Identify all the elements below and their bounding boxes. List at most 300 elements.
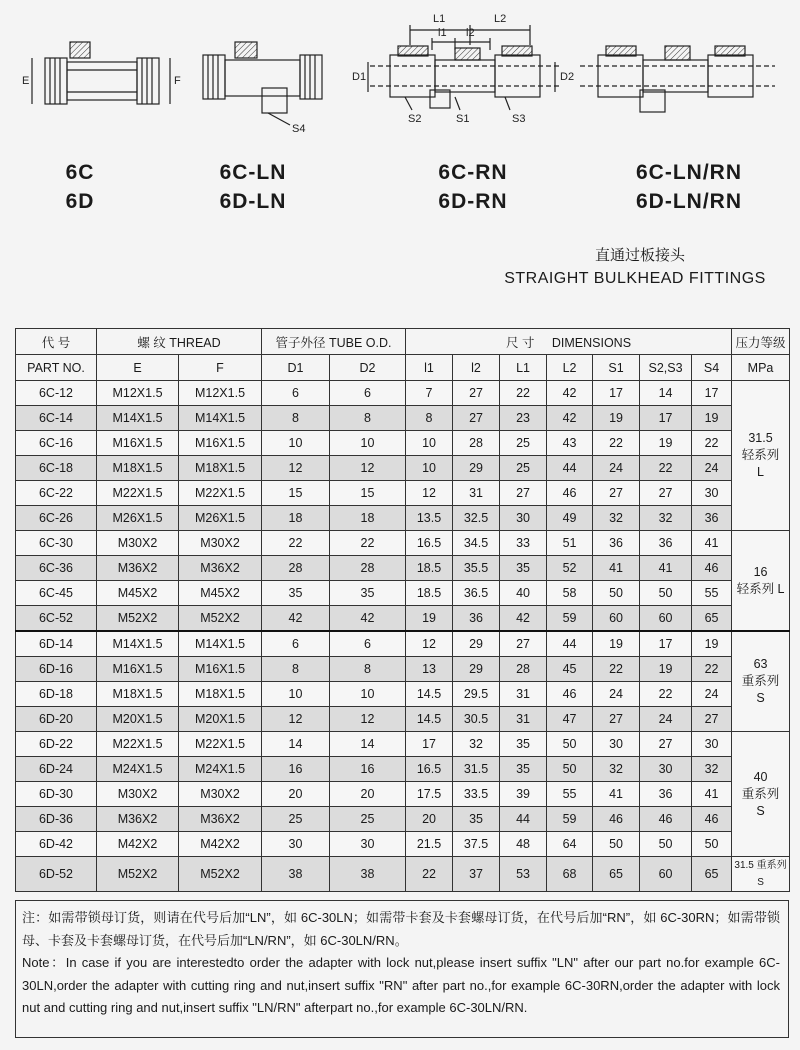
header-thread: 螺 纹 THREAD <box>97 329 262 355</box>
table-cell: 24 <box>593 682 640 707</box>
table-cell: 22 <box>406 857 453 892</box>
part-number-cell: 6D-30 <box>16 782 97 807</box>
part-number-cell: 6C-14 <box>16 406 97 431</box>
table-cell: 19 <box>692 406 732 431</box>
drawing-6c <box>32 42 170 104</box>
table-cell: 12 <box>330 456 406 481</box>
header-tube: 管子外径 TUBE O.D. <box>262 329 406 355</box>
pressure-value: 31.5 重系列 S <box>734 860 787 888</box>
table-row <box>16 456 790 481</box>
label-D1: D1 <box>352 71 367 83</box>
table-cell: 44 <box>500 807 547 832</box>
part-number-cell: 6D-20 <box>16 707 97 732</box>
table-cell: M16X1.5 <box>179 657 262 682</box>
model-name: 6D <box>65 190 95 213</box>
table-cell: 46 <box>593 807 640 832</box>
model-name: 6D-LN/RN <box>636 190 742 213</box>
table-cell: 65 <box>692 606 732 632</box>
label-l2: l2 <box>466 27 475 39</box>
pressure-value: 63 <box>753 657 768 671</box>
table-cell: 32 <box>640 506 692 531</box>
table-cell: 25 <box>262 807 330 832</box>
table-cell: M14X1.5 <box>179 406 262 431</box>
table-cell: 35 <box>330 581 406 606</box>
table-cell: 14 <box>640 381 692 406</box>
table-cell: 15 <box>262 481 330 506</box>
table-cell: 20 <box>406 807 453 832</box>
model-6c <box>5 158 155 216</box>
table-cell: M22X1.5 <box>97 481 179 506</box>
table-row <box>16 381 790 406</box>
table-cell: 25 <box>500 456 547 481</box>
table-row <box>16 406 790 431</box>
col-header: F <box>179 355 262 381</box>
table-cell: 27 <box>453 381 500 406</box>
table-cell: 43 <box>547 431 593 456</box>
table-cell: 32 <box>593 506 640 531</box>
table-cell: 36 <box>640 531 692 556</box>
title-chinese: 直通过板接头 <box>594 247 685 264</box>
table-cell: M30X2 <box>179 531 262 556</box>
part-number-cell: 6D-36 <box>16 807 97 832</box>
table-cell: 32.5 <box>453 506 500 531</box>
table-cell: 12 <box>262 456 330 481</box>
pressure-series: 轻系列 <box>741 448 780 462</box>
table-cell: M36X2 <box>97 807 179 832</box>
model-name: 6C <box>65 161 95 184</box>
table-cell: 30 <box>500 506 547 531</box>
col-header: L2 <box>547 355 593 381</box>
table-cell: M52X2 <box>179 857 262 892</box>
table-cell: 17 <box>640 631 692 657</box>
table-cell: 16.5 <box>406 757 453 782</box>
table-cell: 23 <box>500 406 547 431</box>
table-cell: 30 <box>262 832 330 857</box>
table-cell: 8 <box>330 657 406 682</box>
table-cell: 13.5 <box>406 506 453 531</box>
table-cell: 27 <box>453 406 500 431</box>
table-cell: 29 <box>453 456 500 481</box>
table-cell: M24X1.5 <box>179 757 262 782</box>
label-F: F <box>174 75 181 87</box>
header-code: 代 号 <box>16 329 97 355</box>
table-cell: 35 <box>262 581 330 606</box>
table-cell: 8 <box>262 657 330 682</box>
table-cell: 13 <box>406 657 453 682</box>
label-L1: L1 <box>433 13 446 25</box>
table-cell: M20X1.5 <box>97 707 179 732</box>
table-cell: M22X1.5 <box>179 481 262 506</box>
table-cell: 29.5 <box>453 682 500 707</box>
table-cell: 31 <box>500 707 547 732</box>
table-cell: 36 <box>453 606 500 632</box>
table-cell: M14X1.5 <box>97 631 179 657</box>
table-cell: 44 <box>547 456 593 481</box>
pressure-value: 40 <box>753 769 768 784</box>
table-cell: 65 <box>593 857 640 892</box>
table-cell: 8 <box>406 406 453 431</box>
label-S3: S3 <box>512 113 526 125</box>
table-cell: 28 <box>500 657 547 682</box>
table-cell: 22 <box>500 381 547 406</box>
table-cell: 36 <box>692 506 732 531</box>
table-cell: 58 <box>547 581 593 606</box>
table-cell: 31.5 <box>453 757 500 782</box>
table-cell: 25 <box>330 807 406 832</box>
table-cell: 36.5 <box>453 581 500 606</box>
table-cell: 52 <box>547 556 593 581</box>
table-cell: M14X1.5 <box>97 406 179 431</box>
table-cell: 22 <box>262 531 330 556</box>
table-cell: 17.5 <box>406 782 453 807</box>
table-cell: 14 <box>330 732 406 757</box>
table-cell: 17 <box>406 732 453 757</box>
table-cell: 46 <box>692 807 732 832</box>
table-cell: 30 <box>330 832 406 857</box>
table-cell: 65 <box>692 857 732 892</box>
label-l1: l1 <box>438 27 447 39</box>
table-cell: 42 <box>547 406 593 431</box>
table-cell: 10 <box>262 431 330 456</box>
pressure-value: 16 <box>753 564 768 579</box>
table-cell: 15 <box>330 481 406 506</box>
label-L2: L2 <box>494 13 507 25</box>
pressure-cell <box>732 531 790 632</box>
table-cell: M20X1.5 <box>179 707 262 732</box>
table-cell: M18X1.5 <box>179 682 262 707</box>
table-cell: 31 <box>500 682 547 707</box>
table-cell: 50 <box>593 581 640 606</box>
table-cell: 33 <box>500 531 547 556</box>
table-cell: 8 <box>262 406 330 431</box>
table-cell: 42 <box>262 606 330 632</box>
drawing-6c-ln-rn <box>580 46 775 112</box>
table-cell: M16X1.5 <box>97 431 179 456</box>
table-cell: 32 <box>692 757 732 782</box>
table-cell: 19 <box>593 406 640 431</box>
part-number-cell: 6D-52 <box>16 857 97 892</box>
table-cell: 46 <box>640 807 692 832</box>
table-row <box>16 606 790 632</box>
table-cell: 16 <box>330 757 406 782</box>
table-cell: 28 <box>330 556 406 581</box>
table-cell: M52X2 <box>97 606 179 632</box>
table-cell: 46 <box>547 481 593 506</box>
table-cell: 50 <box>547 732 593 757</box>
table-cell: 19 <box>692 631 732 657</box>
table-cell: 41 <box>593 782 640 807</box>
table-cell: M12X1.5 <box>97 381 179 406</box>
table-cell: 47 <box>547 707 593 732</box>
table-cell: 27 <box>593 707 640 732</box>
col-header: L1 <box>500 355 547 381</box>
table-cell: 50 <box>640 581 692 606</box>
table-cell: 14.5 <box>406 682 453 707</box>
table-cell: M16X1.5 <box>97 657 179 682</box>
header-pressure: 压力等级 <box>732 329 790 355</box>
spec-table-body <box>16 381 790 892</box>
table-cell: 6 <box>262 381 330 406</box>
table-cell: 24 <box>692 456 732 481</box>
table-cell: 10 <box>406 456 453 481</box>
table-cell: 17 <box>593 381 640 406</box>
header-pressure-unit: MPa <box>732 355 790 381</box>
table-cell: 30.5 <box>453 707 500 732</box>
table-cell: 24 <box>593 456 640 481</box>
part-number-cell: 6C-12 <box>16 381 97 406</box>
header-part-no: PART NO. <box>16 355 97 381</box>
model-6c-rn <box>398 158 548 216</box>
model-6c-ln-rn <box>614 158 764 216</box>
part-number-cell: 6C-18 <box>16 456 97 481</box>
table-cell: 27 <box>500 481 547 506</box>
table-cell: 24 <box>692 682 732 707</box>
model-name: 6C-LN/RN <box>636 161 742 184</box>
pressure-value: 31.5 <box>748 431 773 445</box>
table-cell: 32 <box>593 757 640 782</box>
table-cell: 41 <box>640 556 692 581</box>
part-number-cell: 6D-16 <box>16 657 97 682</box>
model-6c-ln <box>178 158 328 216</box>
table-cell: 36 <box>593 531 640 556</box>
table-cell: 36 <box>640 782 692 807</box>
model-name: 6D-LN <box>219 190 287 213</box>
pressure-cls: S <box>756 691 765 705</box>
table-cell: 55 <box>692 581 732 606</box>
table-cell: 6 <box>262 631 330 657</box>
table-cell: 34.5 <box>453 531 500 556</box>
table-cell: 35 <box>500 732 547 757</box>
table-cell: 30 <box>692 732 732 757</box>
table-cell: 27 <box>692 707 732 732</box>
table-cell: M18X1.5 <box>97 456 179 481</box>
table-cell: 50 <box>593 832 640 857</box>
table-row <box>16 707 790 732</box>
pressure-cell <box>732 732 790 857</box>
part-number-cell: 6C-16 <box>16 431 97 456</box>
part-number-cell: 6D-14 <box>16 631 97 657</box>
table-cell: 41 <box>593 556 640 581</box>
table-cell: 17 <box>640 406 692 431</box>
table-cell: M12X1.5 <box>179 381 262 406</box>
pressure-cell <box>732 857 790 892</box>
part-number-cell: 6C-26 <box>16 506 97 531</box>
table-cell: 20 <box>330 782 406 807</box>
table-cell: M30X2 <box>97 782 179 807</box>
table-cell: 42 <box>500 606 547 632</box>
spec-table <box>15 328 790 892</box>
model-name: 6C-LN <box>219 161 287 184</box>
table-row <box>16 631 790 657</box>
table-cell: M45X2 <box>179 581 262 606</box>
table-cell: 18.5 <box>406 556 453 581</box>
table-cell: 38 <box>330 857 406 892</box>
table-cell: 10 <box>406 431 453 456</box>
table-cell: 59 <box>547 606 593 632</box>
table-cell: 7 <box>406 381 453 406</box>
table-cell: 50 <box>640 832 692 857</box>
table-cell: 25 <box>500 431 547 456</box>
table-cell: M52X2 <box>97 857 179 892</box>
table-cell: 48 <box>500 832 547 857</box>
label-D2: D2 <box>560 71 575 83</box>
table-cell: 41 <box>692 531 732 556</box>
table-cell: 16.5 <box>406 531 453 556</box>
pressure-series: 重系列 <box>741 786 780 801</box>
table-cell: 29 <box>453 657 500 682</box>
table-cell: 6 <box>330 381 406 406</box>
col-header: S4 <box>692 355 732 381</box>
col-header: D1 <box>262 355 330 381</box>
table-cell: 35.5 <box>453 556 500 581</box>
table-row <box>16 506 790 531</box>
label-S2: S2 <box>408 113 422 125</box>
table-cell: 19 <box>640 657 692 682</box>
table-cell: 22 <box>692 657 732 682</box>
table-cell: 55 <box>547 782 593 807</box>
table-cell: 30 <box>640 757 692 782</box>
table-cell: 50 <box>547 757 593 782</box>
part-number-cell: 6C-45 <box>16 581 97 606</box>
table-cell: M45X2 <box>97 581 179 606</box>
table-cell: 12 <box>330 707 406 732</box>
table-row <box>16 481 790 506</box>
table-cell: 60 <box>640 857 692 892</box>
table-cell: 29 <box>453 631 500 657</box>
table-cell: 35 <box>500 757 547 782</box>
table-row <box>16 857 790 892</box>
table-row <box>16 657 790 682</box>
table-cell: 42 <box>330 606 406 632</box>
table-cell: 22 <box>640 456 692 481</box>
pressure-cell <box>732 631 790 732</box>
part-number-cell: 6D-42 <box>16 832 97 857</box>
table-cell: 27 <box>593 481 640 506</box>
table-cell: 33.5 <box>453 782 500 807</box>
notes-box <box>15 900 789 1038</box>
table-cell: 60 <box>593 606 640 632</box>
table-cell: 51 <box>547 531 593 556</box>
part-number-cell: 6D-22 <box>16 732 97 757</box>
col-header: l2 <box>453 355 500 381</box>
table-cell: 22 <box>330 531 406 556</box>
table-cell: 39 <box>500 782 547 807</box>
table-cell: 38 <box>262 857 330 892</box>
table-cell: 10 <box>330 682 406 707</box>
table-cell: 18 <box>262 506 330 531</box>
table-row <box>16 531 790 556</box>
table-cell: M42X2 <box>179 832 262 857</box>
drawing-6c-ln <box>203 42 322 125</box>
col-header: E <box>97 355 179 381</box>
table-row <box>16 581 790 606</box>
col-header: S2,S3 <box>640 355 692 381</box>
table-cell: M42X2 <box>97 832 179 857</box>
table-cell: 6 <box>330 631 406 657</box>
table-cell: 12 <box>406 631 453 657</box>
table-cell: 32 <box>453 732 500 757</box>
table-cell: 18 <box>330 506 406 531</box>
table-cell: 18.5 <box>406 581 453 606</box>
table-cell: 30 <box>692 481 732 506</box>
table-cell: 30 <box>593 732 640 757</box>
table-cell: 19 <box>640 431 692 456</box>
table-cell: 19 <box>593 631 640 657</box>
table-row <box>16 732 790 757</box>
table-cell: 31 <box>453 481 500 506</box>
table-cell: 44 <box>547 631 593 657</box>
table-cell: M22X1.5 <box>179 732 262 757</box>
table-cell: M18X1.5 <box>179 456 262 481</box>
part-number-cell: 6C-22 <box>16 481 97 506</box>
table-cell: 46 <box>692 556 732 581</box>
pressure-cell <box>732 381 790 531</box>
table-cell: M26X1.5 <box>179 506 262 531</box>
table-cell: 53 <box>500 857 547 892</box>
table-row <box>16 682 790 707</box>
table-cell: 28 <box>262 556 330 581</box>
part-number-cell: 6C-30 <box>16 531 97 556</box>
table-cell: 50 <box>692 832 732 857</box>
label-S1: S1 <box>456 113 470 125</box>
part-number-cell: 6D-18 <box>16 682 97 707</box>
col-header: S1 <box>593 355 640 381</box>
header-dimensions: 尺 寸 DIMENSIONS <box>406 329 732 355</box>
table-cell: 60 <box>640 606 692 632</box>
table-cell: M24X1.5 <box>97 757 179 782</box>
table-cell: 14.5 <box>406 707 453 732</box>
drawing-6c-rn <box>368 25 560 110</box>
part-number-cell: 6C-36 <box>16 556 97 581</box>
table-row <box>16 556 790 581</box>
table-cell: M16X1.5 <box>179 431 262 456</box>
table-cell: 35 <box>453 807 500 832</box>
table-row <box>16 807 790 832</box>
pressure-cls: S <box>756 803 765 818</box>
table-cell: 49 <box>547 506 593 531</box>
col-header: D2 <box>330 355 406 381</box>
fitting-drawings <box>0 0 800 165</box>
table-cell: 27 <box>640 481 692 506</box>
table-cell: M18X1.5 <box>97 682 179 707</box>
table-cell: M36X2 <box>97 556 179 581</box>
table-cell: 10 <box>262 682 330 707</box>
table-cell: 12 <box>262 707 330 732</box>
title-english: STRAIGHT BULKHEAD FITTINGS <box>504 270 766 287</box>
table-cell: 20 <box>262 782 330 807</box>
table-cell: 14 <box>262 732 330 757</box>
table-cell: 27 <box>500 631 547 657</box>
table-cell: 64 <box>547 832 593 857</box>
label-E: E <box>22 75 30 87</box>
table-cell: 45 <box>547 657 593 682</box>
table-cell: 27 <box>640 732 692 757</box>
table-cell: 40 <box>500 581 547 606</box>
model-name: 6D-RN <box>438 190 508 213</box>
table-cell: M36X2 <box>179 556 262 581</box>
table-cell: 21.5 <box>406 832 453 857</box>
pressure-series: 重系列 <box>741 674 780 688</box>
table-cell: 8 <box>330 406 406 431</box>
note-english: Note：In case if you are interestedto order the adapter with lock nut,please insert suffix "LN" after our part no.for example 6C-30LN,order the adapter with cutting ring and nut,insert suffix "RN" after part no.,for example 6C-30RN,order the adapter with lock nut and cutting ring and nut,insert suffix "LN/RN" afterpart no.,for example 6C-30LN/RN. <box>22 955 780 1015</box>
table-cell: M52X2 <box>179 606 262 632</box>
table-cell: M14X1.5 <box>179 631 262 657</box>
table-cell: 10 <box>330 431 406 456</box>
table-cell: M30X2 <box>97 531 179 556</box>
col-header: l1 <box>406 355 453 381</box>
table-cell: 22 <box>593 431 640 456</box>
table-cell: 22 <box>593 657 640 682</box>
